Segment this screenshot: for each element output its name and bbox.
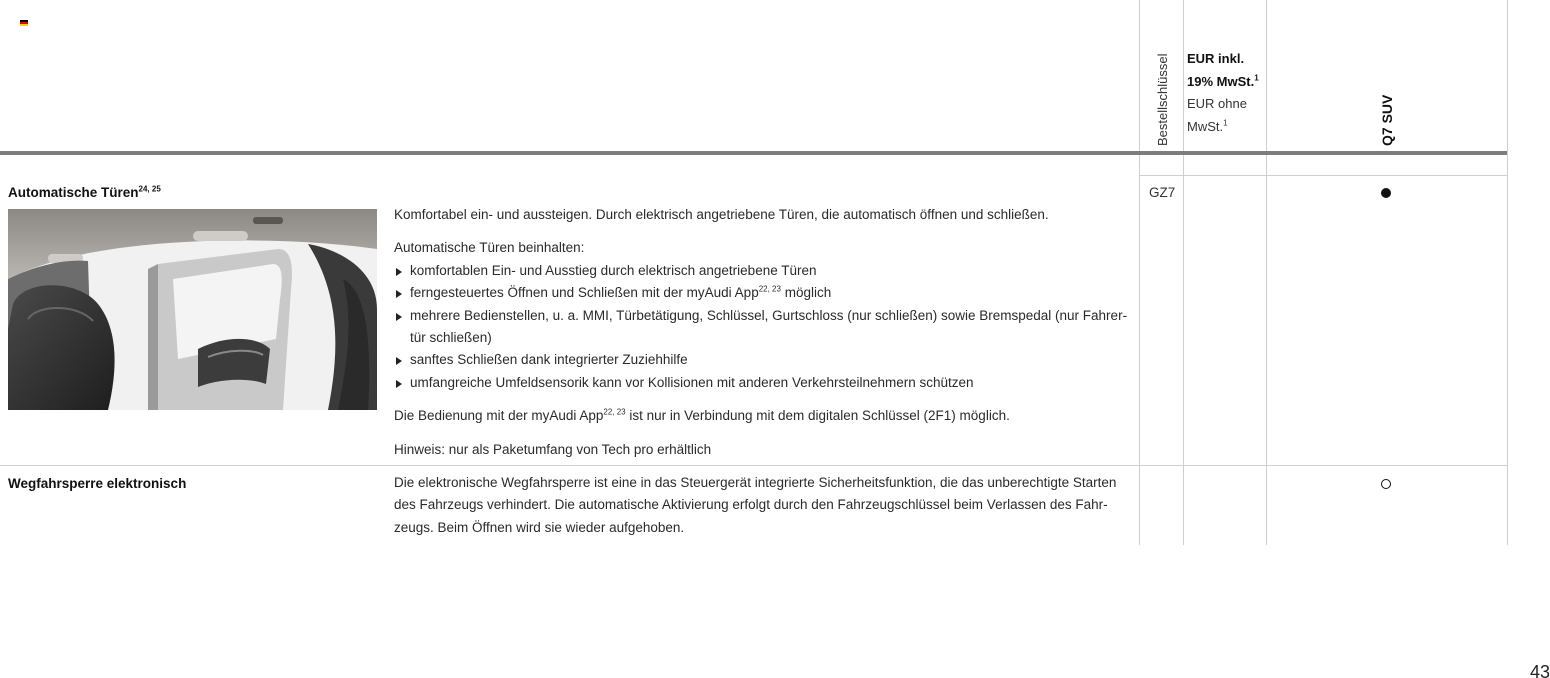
feature-title: Wegfahrsperre elektronisch bbox=[8, 476, 187, 491]
price-excl-rate: MwSt. bbox=[1187, 118, 1224, 134]
footnote-ref: 22, 23 bbox=[758, 284, 781, 294]
footnote-ref: 24, 25 bbox=[138, 184, 161, 194]
col-divider bbox=[1139, 0, 1140, 545]
app-note-text: Die Bedienung mit der myAudi App bbox=[394, 408, 604, 424]
page-number: 43 bbox=[1530, 662, 1550, 678]
order-key-header: Bestellschlüssel bbox=[1155, 53, 1170, 146]
package-hint: Hinweis: nur als Paketumfang von Tech pro erhältlich bbox=[394, 441, 712, 457]
footnote-ref: 1 bbox=[1254, 73, 1259, 83]
footnote-ref: 1 bbox=[1223, 118, 1228, 128]
row-divider bbox=[0, 465, 1507, 466]
feature-description: Die elektronische Wegfahrsperre ist eine in das Steuergerät integrierte Sicherheitsfunktion, die das unberechtigte Starten des Fahrzeugs verhindert. Die automatische Aktivierung erfolgt durch den Fahrzeugschlüssel beim Verlassen des Fahrzeugs. Beim Öffnen wird sie wieder aufgehoben. bbox=[394, 475, 1117, 535]
standard-equipment-dot-icon bbox=[1381, 188, 1391, 198]
list-heading: Automatische Türen beinhalten: bbox=[394, 240, 585, 256]
price-excl-label: EUR ohne bbox=[1187, 96, 1247, 111]
price-header bbox=[1187, 48, 1267, 138]
list-item-text: ferngesteuertes Öffnen und Schließen mit der myAudi App bbox=[410, 285, 759, 301]
order-code: GZ7 bbox=[1149, 185, 1176, 200]
car-door-photo bbox=[8, 209, 377, 410]
optional-equipment-circle-icon bbox=[1381, 479, 1391, 489]
price-incl-rate: 19% MwSt. bbox=[1187, 73, 1255, 89]
list-item: komfortablen Ein- und Ausstieg durch elektrisch angetriebene Türen bbox=[394, 260, 1129, 282]
app-note-text: ist nur in Verbindung mit dem digitalen Schlüssel (2F1) möglich. bbox=[629, 408, 1010, 424]
list-item: umfangreiche Umfeldsensorik kann vor Kollisionen mit anderen Verkehrsteilnehmern schützen bbox=[394, 372, 1129, 394]
header-rule bbox=[0, 151, 1507, 155]
feature-title-text: Automatische Türen bbox=[8, 185, 139, 200]
language-flag-icon[interactable] bbox=[20, 20, 28, 26]
list-item-text: möglich bbox=[784, 285, 832, 301]
list-item bbox=[394, 282, 1129, 304]
car-interior-illustration bbox=[8, 209, 377, 410]
footnote-ref: 22, 23 bbox=[603, 407, 626, 417]
list-item: sanftes Schließen dank integrierter Zuziehhilfe bbox=[394, 349, 1129, 371]
row-divider bbox=[1139, 175, 1507, 176]
col-divider bbox=[1507, 0, 1508, 545]
feature-title bbox=[8, 185, 161, 200]
feature-bullet-list bbox=[394, 260, 1129, 394]
price-incl-label: EUR inkl. bbox=[1187, 51, 1245, 66]
col-divider bbox=[1183, 0, 1184, 545]
app-note bbox=[394, 405, 1129, 427]
feature-description bbox=[394, 204, 1129, 461]
intro-text: Komfortabel ein- und aussteigen. Durch elektrisch angetriebene Türen, die automatisch öffnen und schließen. bbox=[394, 207, 1049, 222]
list-item: mehrere Bedienstellen, u. a. MMI, Türbetätigung, Schlüssel, Gurtschloss (nur schließen) sowie Bremspedal (nur Fahrertür schließen) bbox=[394, 305, 1129, 350]
model-column-header: Q7 SUV bbox=[1379, 94, 1395, 146]
